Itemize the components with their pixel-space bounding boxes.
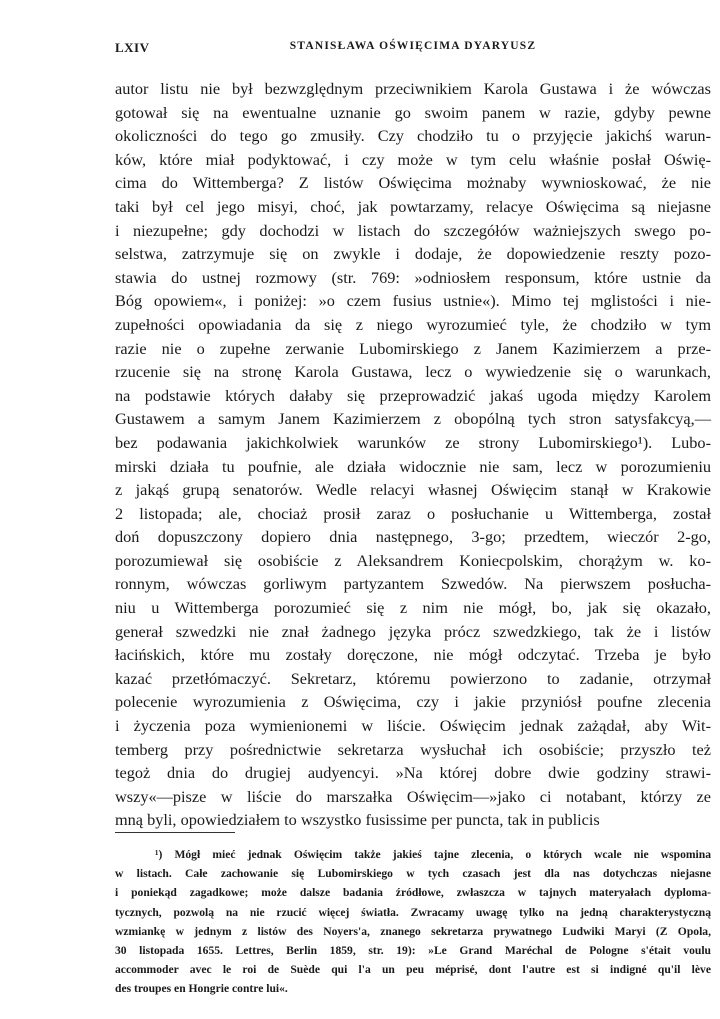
text-line: niu u Wittemberga porozumieć się z nim nie mógł, bo, jak się okazało, <box>115 598 711 618</box>
text-line: generał szwedzki nie znał żadnego języka prócz szwedzkiego, tak że i listów <box>115 621 711 641</box>
body-text <box>115 77 711 832</box>
footnote-line: i poniekąd zagadkowe; może dalsze badania źródłowe, zwłaszcza w tajnych materyałach dyploma- <box>115 886 711 900</box>
text-line: 2 listopada; ale, chociaż prosił zaraz o posłuchanie u Wittemberga, został <box>115 503 711 523</box>
page-header <box>115 40 711 62</box>
text-line: na podstawie których dałaby się przeprowadzić jakaś ugoda między Karolem <box>115 385 711 405</box>
text-line: i życzenia poza wymienionemi w liście. Oświęcim jednak zażądał, aby Wit- <box>115 716 711 736</box>
text-line: zupełności opowiadania da się z niego wyrozumieć tyle, że chodziło w tym <box>115 314 711 334</box>
text-line: temberg przy pośrednictwie sekretarza wysłuchał ich osobiście; przyszło też <box>115 739 711 759</box>
text-line: selstwa, zatrzymuje się on zwykle i dodaje, że dopowiedzenie reszty pozo- <box>115 244 711 264</box>
page-number: LXIV <box>115 40 150 55</box>
text-line: stawia do ustnej rozmowy (str. 769: »odniosłem responsum, które ustnie da <box>115 267 711 287</box>
footnote-line: tycznych, pozwolą na nie rzucić więcej światła. Zwracamy uwagę tylko na jedną charakterystyczną <box>115 905 711 919</box>
text-line: taki był cel jego misyi, choć, jak powtarzamy, relacye Oświęcima są niejasne <box>115 196 711 216</box>
footnote-line: wzmiankę w jednym z listów des Noyers'a, znanego sekretarza prywatnego Ludwiki Maryi (Z Opola, <box>115 924 711 938</box>
text-line: ronnym, wówczas gorliwym partyzantem Szwedów. Na pierwszem posłucha- <box>115 574 711 594</box>
text-line: kazać przetłómaczyć. Sekretarz, któremu powierzono to zadanie, otrzymał <box>115 668 711 688</box>
text-line: razie nie o zupełne zerwanie Lubomirskiego z Janem Kazimierzem a prze- <box>115 338 711 358</box>
text-line: tegoż dnia do drugiej audyencyi. »Na której dobre dwie godziny strawi- <box>115 763 711 783</box>
text-line: Bóg opowiem«, i poniżej: »o czem fusius ustnie«). Mimo tej mglistości i nie- <box>115 291 711 311</box>
text-line: łacińskich, które mu zostały doręczone, nie mógł odczytać. Trzeba je było <box>115 645 711 665</box>
text-line: Gustawem a samym Janem Kazimierzem z obopólną tych stron satysfakcyą,— <box>115 409 711 429</box>
text-line: autor listu nie był bezwzględnym przeciwnikiem Karola Gustawa i że wówczas <box>115 79 711 98</box>
text-line: i niezupełne; gdy dochodzi w listach do szczegółów ważniejszych swego po- <box>115 220 711 240</box>
footnote-line: accommoder avec le roi de Suède qui l'a un peu méprisé, dont l'autre est si indigné qu'il lève <box>115 963 711 977</box>
text-line: mną byli, opowiedziałem to wszystko fusissime per puncta, tak in publicis <box>115 810 600 830</box>
text-line: okoliczności do tego go zmusiły. Czy chodziło tu o przyjęcie jakichś warun- <box>115 126 711 146</box>
text-line: gotował się na ewentualne uznanie go swoim panem w razie, gdyby pewne <box>115 102 711 122</box>
footnote-line: ¹) Mógł mieć jednak Oświęcim także jakieś tajne zlecenia, o których wcale nie wspomina <box>155 848 711 861</box>
footnote-separator <box>115 832 235 833</box>
footnote-line: w listach. Całe zachowanie się Lubomirskiego w tych czasach jest dla nas dotychczas niejasne <box>115 867 711 881</box>
footnote <box>115 845 711 999</box>
text-line: wszy«—pisze w liście do marszałka Oświęcim—»jako ci notabant, którzy ze <box>115 786 711 806</box>
footnote-line: 30 listopada 1655. Lettres, Berlin 1859, str. 19): »Le Grand Maréchal de Pologne s'était voulu <box>115 943 711 957</box>
running-title: STANISŁAWA OŚWIĘCIMA DYARYUSZ <box>289 40 537 52</box>
text-line: rzucenie się na stronę Karola Gustawa, lecz o wywiedzenie się o warunkach, <box>115 362 711 382</box>
text-line: cima do Wittemberga? Z listów Oświęcima możnaby wywnioskować, że nie <box>115 173 711 193</box>
text-line: bez podawania jakichkolwiek warunków ze strony Lubomirskiego¹). Lubo- <box>115 432 711 452</box>
text-line: ków, które miał podyktować, i czy może w tym celu właśnie posłał Oświę- <box>115 149 711 169</box>
text-line: doń dopuszczony dopiero dnia następnego, 3-go; przedtem, wieczór 2-go, <box>115 527 711 547</box>
text-line: polecenie wyrozumienia z Oświęcima, czy i jakie przyniósł poufne zlecenia <box>115 692 711 712</box>
text-line: mirski działa tu poufnie, ale działa widocznie nie sam, lecz w porozumieniu <box>115 456 711 476</box>
text-line: z jakąś grupą senatorów. Wedle relacyi własnej Oświęcim stanął w Krakowie <box>115 480 711 500</box>
footnote-line: des troupes en Hongrie contre lui«. <box>115 982 288 996</box>
text-line: porozumiewał się osobiście z Aleksandrem Koniecpolskim, chorążym w. ko- <box>115 550 711 570</box>
